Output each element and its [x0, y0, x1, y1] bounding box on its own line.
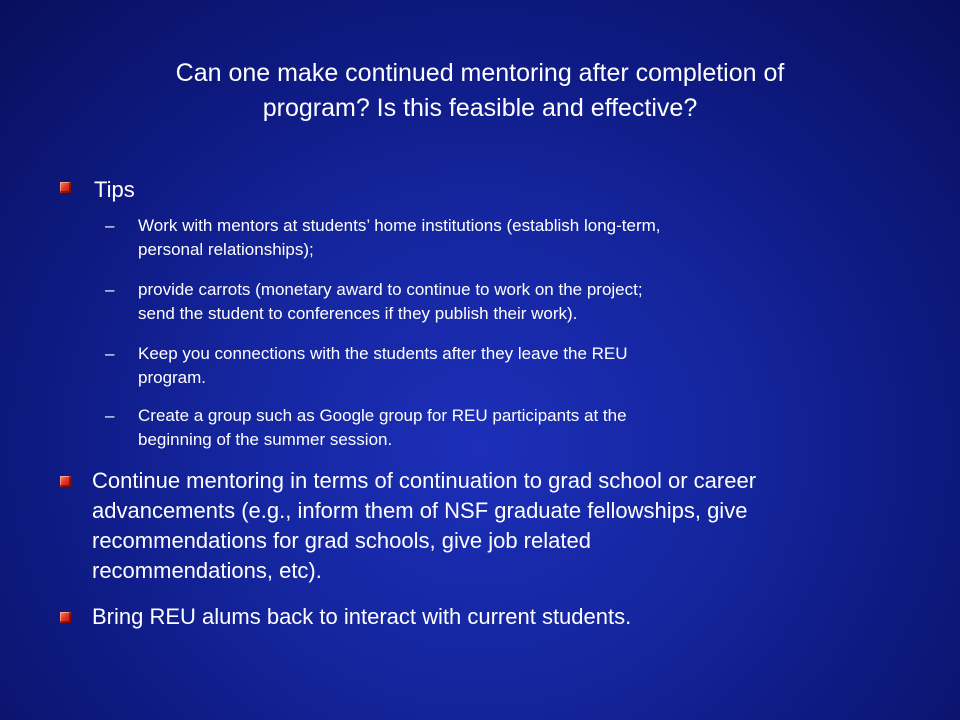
sub-item-line: Work with mentors at students’ home institutions (establish long-term,: [138, 216, 661, 235]
sub-item-carrots: [138, 278, 643, 326]
slide-title: [60, 56, 900, 126]
sub-item-line: Create a group such as Google group for REU participants at the: [138, 406, 627, 425]
sub-item-line: program.: [138, 368, 207, 387]
bullet-reu-alums: [92, 603, 631, 631]
sub-item-line: personal relationships);: [138, 240, 314, 259]
sub-item-line: provide carrots (monetary award to continue to work on the project;: [138, 280, 643, 299]
dash-marker: –: [105, 344, 115, 363]
dash-marker: –: [105, 406, 115, 425]
bullet-line: advancements (e.g., inform them of NSF graduate fellowships, give: [92, 498, 748, 523]
title-line-2: program? Is this feasible and effective?: [262, 94, 698, 122]
sub-item-line: beginning of the summer session.: [138, 430, 393, 449]
dash-marker: –: [105, 216, 115, 235]
bullet-line: Continue mentoring in terms of continuation to grad school or career: [92, 468, 757, 493]
title-line-1: Can one make continued mentoring after completion of: [175, 59, 785, 87]
bullet-tips: [94, 176, 135, 204]
bullet-continue-mentoring: [92, 466, 756, 586]
sub-item-mentors: [138, 214, 661, 262]
bullet-line: recommendations, etc).: [92, 558, 322, 583]
bullet-tips-label: Tips: [94, 177, 135, 202]
bullet-line: recommendations for grad schools, give job related: [92, 528, 591, 553]
bullet-square-icon: [60, 182, 71, 193]
bullet-square-icon: [60, 476, 71, 487]
sub-item-line: Keep you connections with the students after they leave the REU: [138, 344, 628, 363]
sub-item-google-group: [138, 404, 627, 452]
sub-item-line: send the student to conferences if they publish their work).: [138, 304, 578, 323]
sub-item-connections: [138, 342, 628, 390]
dash-marker: –: [105, 280, 115, 299]
bullet-line: Bring REU alums back to interact with current students.: [92, 604, 632, 629]
bullet-square-icon: [60, 612, 71, 623]
